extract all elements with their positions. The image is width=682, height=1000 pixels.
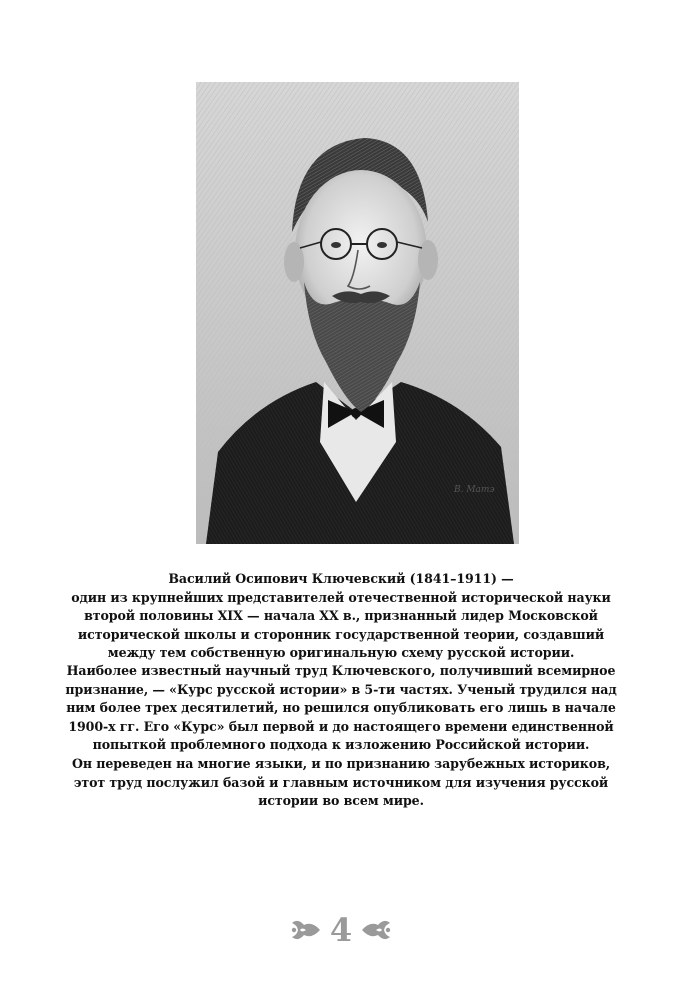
fleuron-left-icon: [288, 915, 322, 945]
fleuron-right-icon: [360, 915, 394, 945]
caption-line: между тем собственную оригинальную схему русской истории.: [107, 645, 575, 661]
work-description: [60, 662, 622, 811]
biography-caption: [60, 570, 622, 663]
caption-line: ним более трех десятилетий, но решился опубликовать его лишь в начале: [66, 700, 616, 716]
caption-line: исторической школы и сторонник государственной теории, создавший: [77, 626, 605, 642]
caption-line: признание, — «Курс русской истории» в 5-ти частях. Ученый трудился над: [65, 681, 617, 697]
caption-line: истории во всем мире.: [258, 793, 424, 809]
engraver-signature: В. Матэ: [454, 485, 495, 495]
caption-line: Он переведен на многие языки, и по признанию зарубежных историков,: [71, 755, 611, 771]
page-number-block: [0, 908, 682, 952]
caption-line: попыткой проблемного подхода к изложению Российской истории.: [92, 737, 590, 753]
caption-line: второй половины XIX — начала XX в., признанный лидер Московской: [84, 608, 598, 624]
caption-line: один из крупнейших представителей отечественной исторической науки: [71, 589, 611, 605]
caption-line: Василий Осипович Ключевский (1841–1911) —: [168, 571, 514, 586]
caption-line: 1900-х гг. Его «Курс» был первой и до настоящего времени единственной: [68, 718, 614, 734]
page-number: 4: [329, 911, 353, 949]
caption-line: этот труд послужил базой и главным источником для изучения русской: [73, 774, 609, 790]
caption-line: Наиболее известный научный труд Ключевского, получивший всемирное: [66, 663, 616, 678]
portrait-engraving: [196, 82, 519, 544]
